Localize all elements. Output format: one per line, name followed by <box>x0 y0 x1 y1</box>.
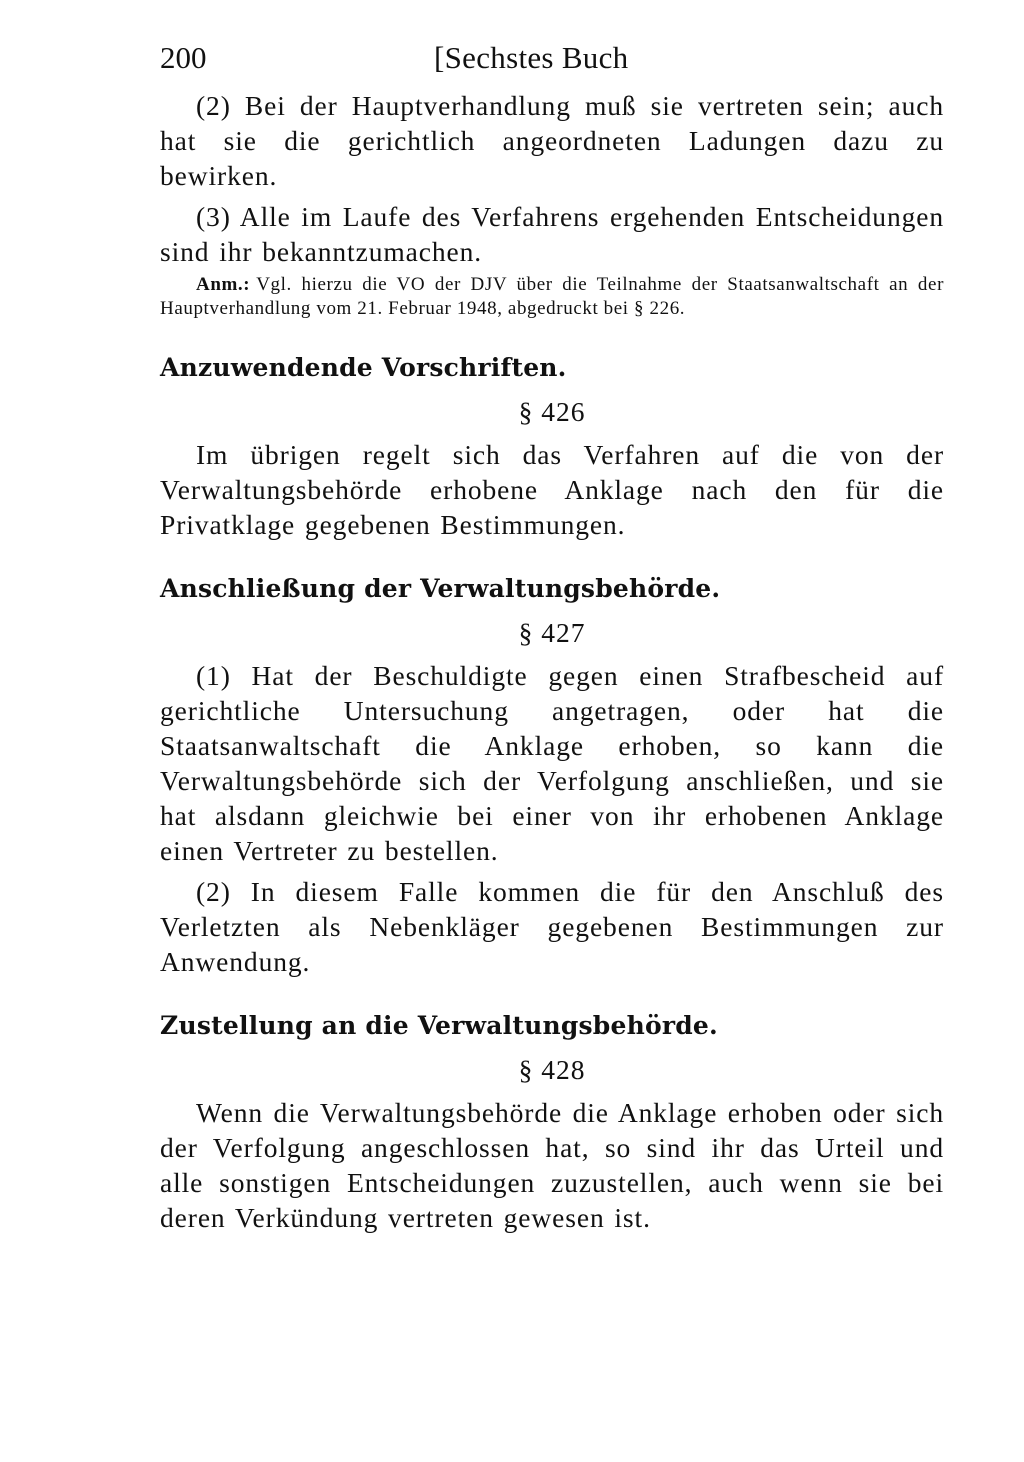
page-number: 200 <box>160 40 207 75</box>
running-title: [Sechstes Buch <box>434 40 629 75</box>
section-heading-426: Anzuwendende Vorschriften. <box>160 353 567 382</box>
section-heading-427: Anschließung der Verwaltungsbehörde. <box>160 574 721 603</box>
paragraph-2: (2) Bei der Hauptverhandlung muß sie vertreten sein; auch hat sie die gerichtlich angeordneten Ladungen dazu zu bewirken. <box>160 90 944 191</box>
annotation-note <box>160 273 944 321</box>
annotation-label: Anm.: <box>196 274 251 295</box>
section-427-paragraph-1: (1) Hat der Beschuldigte gegen einen Strafbescheid auf gerichtliche Untersuchung angetragen, oder hat die Staatsanwaltschaft die Anklage erhoben, so kann die Verwaltungsbehörde sich der Verfolgung anschließen, und sie hat alsdann gleichwie bei einer von ihr erhobenen Anklage einen Vertreter zu bestellen. <box>160 660 944 866</box>
page-header <box>160 40 944 88</box>
section-number-426: § 426 <box>518 396 586 427</box>
section-number-428: § 428 <box>518 1054 586 1085</box>
section-number-427: § 427 <box>518 617 586 648</box>
section-426-paragraph: Im übrigen regelt sich das Verfahren auf die von der Verwaltungsbehörde erhobene Anklage nach den für die Privatklage gegebenen Bestimmungen. <box>160 439 944 540</box>
paragraph-3: (3) Alle im Laufe des Verfahrens ergehenden Entscheidungen sind ihr bekanntzumachen. <box>160 201 944 267</box>
book-page <box>160 40 944 1235</box>
section-427-paragraph-2: (2) In diesem Falle kommen die für den Anschluß des Verletzten als Nebenkläger gegebenen Bestimmungen zur Anwendung. <box>160 876 944 977</box>
section-heading-428: Zustellung an die Verwaltungsbehörde. <box>160 1011 718 1040</box>
section-428-paragraph: Wenn die Verwaltungsbehörde die Anklage erhoben oder sich der Verfolgung angeschlossen hat, so sind ihr das Urteil und alle sonstigen Entscheidungen zuzustellen, auch wenn sie bei deren Verkündung vertreten gewesen ist. <box>160 1097 944 1233</box>
annotation-text: Vgl. hierzu die VO der DJV über die Teilnahme der Staatsanwaltschaft an der Hauptverhandlung vom 21. Februar 1948, abgedruckt bei § 226. <box>160 274 944 319</box>
